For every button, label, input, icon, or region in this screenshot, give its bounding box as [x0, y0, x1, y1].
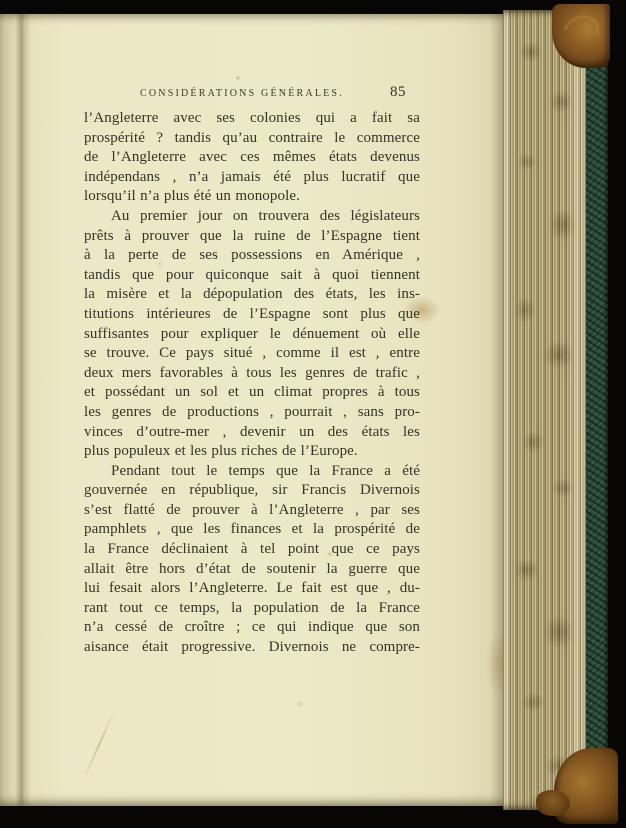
text-line: lorsqu’il n’a plus été un monopole. — [84, 188, 300, 205]
text-line: prospérité ? tandis qu’au contraire le commerce — [84, 129, 420, 146]
gutter-crease — [15, 14, 31, 806]
paragraph — [84, 207, 420, 462]
book-page — [0, 14, 505, 806]
text-line: Pendant tout le temps que la France a été — [111, 462, 420, 479]
text-line: Au premier jour on trouvera des législateurs — [111, 207, 420, 224]
text-line: l’Angleterre avec ses colonies qui a fait sa — [84, 110, 420, 126]
text-line: deux mers favorables à tous les genres de trafic , — [84, 364, 420, 381]
text-line: s’est flatté de prouver à l’Angleterre , par ses — [84, 501, 420, 518]
running-header — [84, 84, 420, 100]
text-line: de l’Angleterre avec ces mêmes états devenus — [84, 149, 420, 166]
text-line: se trouve. Ce pays situé , comme il est , entre — [84, 345, 420, 362]
paragraph — [84, 109, 420, 207]
fore-edge-pages — [503, 10, 588, 810]
text-line: rant tout ce temps, la population de la France — [84, 599, 420, 616]
text-line: titutions intérieures de l’Espagne sont plus que — [84, 305, 420, 322]
text-line: prêts à prouver que la ruine de l’Espagne tient — [84, 227, 420, 244]
text-line: indépendans , n’a jamais été plus lucratif que — [84, 168, 420, 185]
page-text-block — [84, 84, 420, 658]
text-line: pamphlets , que les finances et la prospérité de — [84, 521, 420, 538]
text-line: allait être hors d’état de soutenir la guerre que — [84, 560, 420, 577]
text-line: tandis que pour quiconque sait à quoi tiennent — [84, 266, 420, 283]
text-line: la misère et la dépopulation des états, les ins- — [84, 286, 420, 303]
text-line: et possédant un sol et un climat propres à tous — [84, 384, 420, 401]
running-title: CONSIDÉRATIONS GÉNÉRALES. — [140, 88, 344, 99]
page-number: 85 — [390, 84, 406, 100]
text-line: plus populeux et les plus riches de l’Europe. — [84, 443, 358, 460]
text-line: suffisantes pour expliquer le dénuement où elle — [84, 325, 420, 342]
text-line: la France déclinaient à tel point que ce pays — [84, 541, 420, 558]
text-line: gouvernée en république, sir Francis Divernois — [84, 482, 420, 499]
paper-scratch — [81, 705, 118, 784]
text-line: lui fesait alors l’Angleterre. Le fait est que , du- — [84, 580, 420, 597]
text-line: à la perte de ses possessions en Amérique , — [84, 247, 420, 264]
text-line: aisance était progressive. Divernois ne compre- — [84, 639, 420, 656]
book-cover-board — [586, 6, 608, 820]
text-line: n’a cessé de croître ; ce qui indique que son — [84, 619, 420, 636]
body-text — [84, 109, 420, 658]
text-line: vinces d’outre-mer , devenir un des états les — [84, 423, 420, 440]
paragraph — [84, 462, 420, 658]
text-line: les genres de productions , pourrait , sans pro- — [84, 403, 420, 420]
